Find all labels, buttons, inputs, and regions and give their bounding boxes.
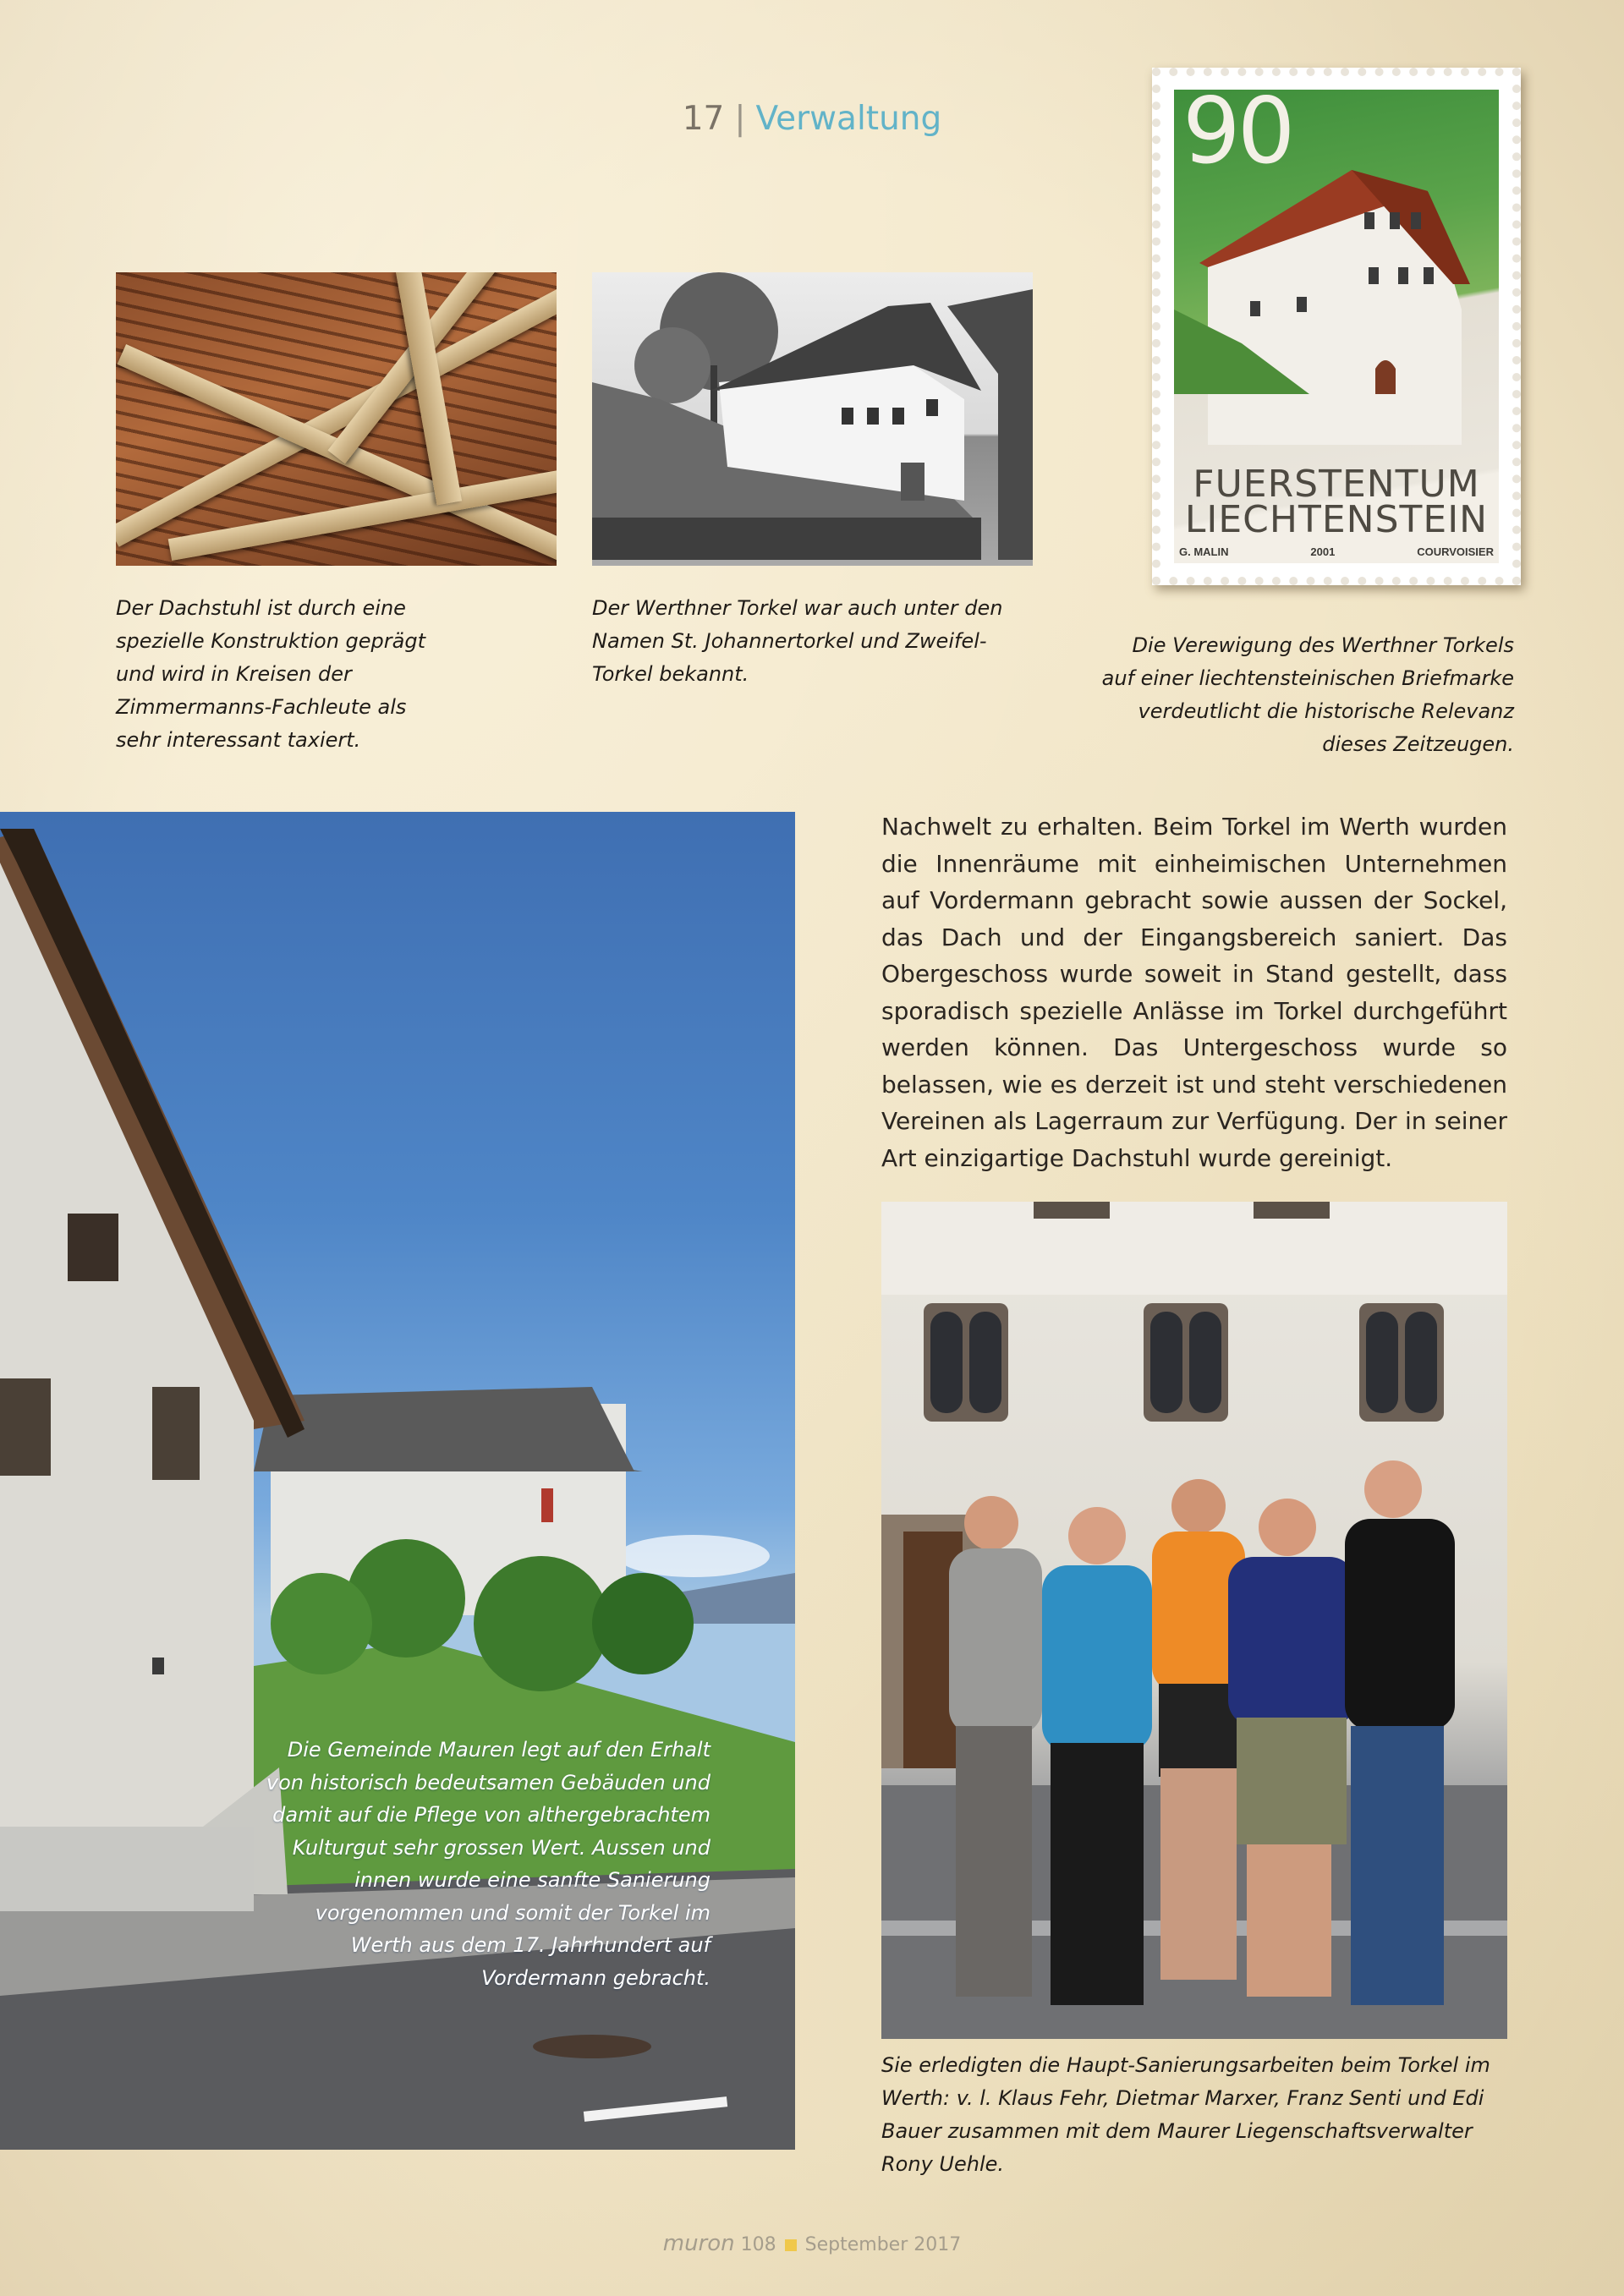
stamp-footer xyxy=(1179,545,1494,558)
stamp-country xyxy=(1174,463,1499,541)
stamp-caption: Die Verewigung des Werthner Torkels auf einer liechtensteinischen Briefmarke verdeutlicht die historische Relevanz dieses Zeitzeugen. xyxy=(1101,633,1514,756)
stamp-country-line2: LIECHTENSTEIN xyxy=(1184,498,1489,541)
article-body: Nachwelt zu erhalten. Beim Torkel im Werth wurden die Innenräume mit einheimischen Unternehmen auf Vordermann gebracht sowie aussen der Sockel, das Dach und der Eingangsbereich saniert. Das Obergeschoss wurde soweit in Stand gestellt, dass sporadisch spezielle Anlässe im Torkel durchgeführt werden können. Das Untergeschoss wurde so belassen, wie es derzeit ist und steht verschiedenen Vereinen als Lagerraum zur Verfügung. Der in seiner Art einzigartige Dachstuhl wurde gereinigt. xyxy=(881,813,1507,1172)
stamp-printer: COURVOISIER xyxy=(1417,545,1494,558)
group-caption: Sie erledigten die Haupt-Sanierungsarbeiten beim Torkel im Werth: v. l. Klaus Fehr, Dietmar Marxer, Franz Senti und Edi Bauer zusammen mit dem Maurer Liegenschaftsverwalter Rony Uehle. xyxy=(881,2053,1490,2176)
magazine-name: muron xyxy=(662,2231,735,2256)
stamp-designer: G. MALIN xyxy=(1179,545,1229,558)
page-number: 17 xyxy=(682,100,725,138)
stamp-value: 90 xyxy=(1182,90,1292,184)
page-footer xyxy=(0,2231,1624,2256)
section-title: Verwaltung xyxy=(755,100,942,138)
stamp-year: 2001 xyxy=(1310,545,1336,558)
stamp-country-line1: FUERSTENTUM xyxy=(1193,463,1480,506)
header-separator: | xyxy=(734,100,746,138)
building-caption: Die Gemeinde Mauren legt auf den Erhalt von historisch bedeutsamen Gebäuden und damit auf die Pflege von althergebrachtem Kulturgut sehr grossen Wert. Aussen und innen wurde eine sanfte Sanierung vorgenommen und somit der Torkel im Werth aus dem 17. Jahrhundert auf Vordermann gebracht. xyxy=(266,1738,710,1990)
group-photo xyxy=(881,1202,1507,2039)
torkel-building-photo xyxy=(0,812,795,2150)
issue-number: 108 xyxy=(740,2234,776,2255)
postage-stamp xyxy=(1152,68,1521,585)
footer-square-icon xyxy=(785,2239,797,2251)
historic-caption: Der Werthner Torkel war auch unter den Namen St. Johannertorkel und Zweifel-Torkel bekannt. xyxy=(592,596,1003,686)
historic-torkel-photo xyxy=(592,272,1033,566)
roof-truss-photo xyxy=(116,272,557,566)
roof-caption: Der Dachstuhl ist durch eine spezielle Konstruktion geprägt und wird in Kreisen der Zimmermanns-Fachleute als sehr interessant taxiert. xyxy=(116,596,425,752)
issue-date: September 2017 xyxy=(804,2234,962,2255)
